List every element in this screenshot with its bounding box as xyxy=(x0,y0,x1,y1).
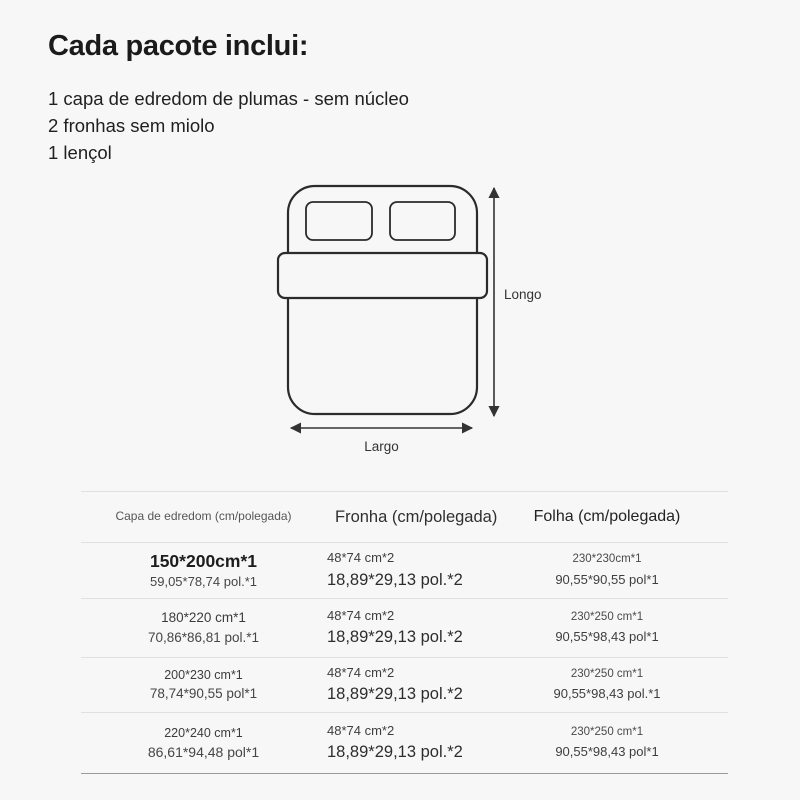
duvet-size-in: 59,05*78,74 pol.*1 xyxy=(150,573,257,589)
bed-dimension-diagram xyxy=(0,170,800,470)
sheet-size-cell xyxy=(531,668,728,702)
pillowcase-size-cell xyxy=(326,551,531,590)
pillowcase-size-in: 18,89*29,13 pol.*2 xyxy=(327,570,463,589)
blanket-fold-band xyxy=(278,253,487,298)
package-includes-list xyxy=(48,85,409,166)
pillowcase-size-in: 18,89*29,13 pol.*2 xyxy=(327,685,463,704)
pillowcase-size-cm: 48*74 cm*2 xyxy=(327,607,395,623)
table-row xyxy=(81,658,728,713)
sheet-size-in: 90,55*98,43 pol*1 xyxy=(555,744,659,760)
pillowcase-size-cell xyxy=(326,609,531,648)
duvet-size-cell xyxy=(81,668,326,702)
length-dimension-label: Longo xyxy=(504,287,542,302)
pillowcase-size-in: 18,89*29,13 pol.*2 xyxy=(327,743,463,762)
pillow-left xyxy=(306,202,372,240)
bed-diagram-drawing xyxy=(0,170,800,470)
pillowcase-size-cm: 48*74 cm*2 xyxy=(327,722,395,738)
width-dimension-label: Largo xyxy=(364,439,399,454)
sheet-size-cell xyxy=(531,553,728,587)
pillow-right xyxy=(390,202,455,240)
duvet-size-in: 70,86*86,81 pol.*1 xyxy=(147,630,260,645)
header-duvet-cover: Capa de edredom (cm/polegada) xyxy=(115,509,292,524)
sheet-size-cm: 230*250 cm*1 xyxy=(570,610,644,623)
duvet-size-cm: 150*200cm*1 xyxy=(149,551,258,572)
duvet-size-in: 86,61*94,48 pol*1 xyxy=(147,744,260,761)
duvet-size-cell xyxy=(81,726,326,760)
pillowcase-size-cell xyxy=(326,666,531,705)
pillowcase-size-cm: 48*74 cm*2 xyxy=(327,664,395,680)
sheet-size-in: 90,55*98,43 pol*1 xyxy=(555,629,659,645)
sheet-size-cm: 230*230cm*1 xyxy=(572,553,642,566)
header-sheet: Folha (cm/polegada) xyxy=(533,507,681,525)
duvet-size-cm: 180*220 cm*1 xyxy=(161,610,246,626)
sheet-size-cell xyxy=(531,611,728,645)
include-item-pillowcases: 2 fronhas sem miolo xyxy=(48,115,215,136)
sheet-size-cm: 230*250 cm*1 xyxy=(570,667,644,680)
header-pillowcase: Fronha (cm/polegada) xyxy=(335,507,498,526)
pillowcase-size-cell xyxy=(326,724,531,763)
table-row xyxy=(81,599,728,658)
duvet-size-cm: 220*240 cm*1 xyxy=(164,725,243,740)
page-title: Cada pacote inclui: xyxy=(48,30,309,62)
duvet-size-in: 78,74*90,55 pol*1 xyxy=(149,686,258,702)
table-row xyxy=(81,713,728,774)
sheet-size-cell xyxy=(531,726,728,760)
sheet-size-in: 90,55*90,55 pol*1 xyxy=(555,571,659,587)
size-table-header xyxy=(81,492,728,543)
include-item-sheet: 1 lençol xyxy=(48,142,112,163)
duvet-size-cell xyxy=(81,551,326,589)
table-row xyxy=(81,543,728,599)
sheet-size-in: 90,55*98,43 pol.*1 xyxy=(553,686,661,702)
duvet-size-cell xyxy=(81,610,326,645)
size-table xyxy=(81,491,728,774)
pillowcase-size-cm: 48*74 cm*2 xyxy=(327,550,395,566)
pillowcase-size-in: 18,89*29,13 pol.*2 xyxy=(327,628,463,647)
sheet-size-cm: 230*250 cm*1 xyxy=(570,725,644,738)
include-item-duvet-cover: 1 capa de edredom de plumas - sem núcleo xyxy=(48,88,409,109)
duvet-size-cm: 200*230 cm*1 xyxy=(164,668,243,683)
